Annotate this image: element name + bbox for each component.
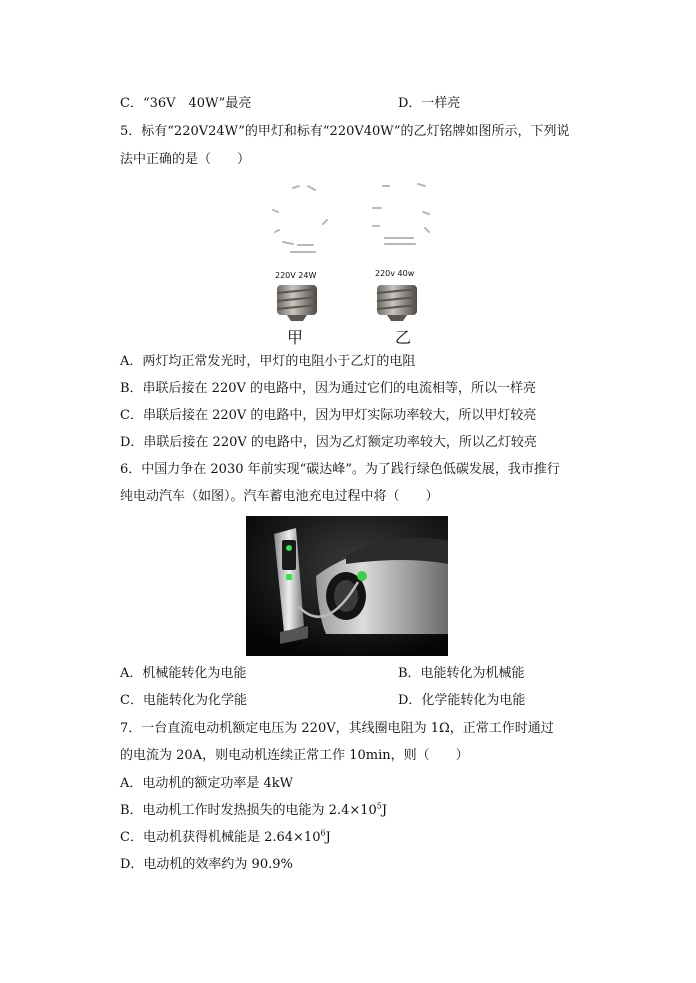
bulb-right-base-icon — [375, 283, 419, 323]
q6-option-d: D．化学能转化为电能 — [398, 693, 526, 708]
bulb-right-label: 220v 40w — [375, 269, 415, 278]
q7-option-a: A．电动机的额定功率是 4kW — [120, 776, 294, 791]
ev-charging-photo — [246, 516, 448, 656]
q7-stem-line1: 7．一台直流电动机额定电压为 220V，其线圈电阻为 1Ω，正常工作时通过 — [120, 721, 554, 736]
q6-option-a: A．机械能转化为电能 — [120, 666, 247, 681]
bulb-right-icon — [363, 180, 443, 280]
q5-option-c: C．串联后接在 220V 的电路中，因为甲灯实际功率较大，所以甲灯较亮 — [120, 408, 537, 423]
bulb-right-name: 乙 — [395, 328, 412, 347]
bulb-left-base-icon — [275, 283, 319, 323]
q7-stem-line2: 的电流为 20A，则电动机连续正常工作 10min，则（ ） — [120, 748, 469, 763]
q6-option-b: B．电能转化为机械能 — [398, 666, 525, 681]
q7-option-b: B．电动机工作时发热损失的电能为 $2.4\times 10^5J$ — [120, 801, 388, 818]
q5-option-b: B．串联后接在 220V 的电路中，因为通过它们的电流相等，所以一样亮 — [120, 381, 537, 396]
q7-option-d: D．电动机的效率约为 90.9% — [120, 857, 293, 872]
q4-option-c: C．“36V 40W”最亮 — [120, 96, 252, 111]
q5-option-d: D．串联后接在 220V 的电路中，因为乙灯额定功率较大，所以乙灯较亮 — [120, 435, 537, 450]
q5-stem-line2: 法中正确的是（ ） — [120, 152, 251, 167]
q6-option-c: C．电能转化为化学能 — [120, 693, 247, 708]
q5-option-a: A．两灯均正常发光时，甲灯的电阻小于乙灯的电阻 — [120, 354, 416, 369]
q5-bulb-figure — [255, 180, 445, 345]
bulb-left-icon — [263, 180, 343, 280]
q4-option-d: D．一样亮 — [398, 96, 461, 111]
q6-stem-line2: 纯电动汽车（如图）。汽车蓄电池充电过程中将（ ） — [120, 489, 439, 504]
q5-stem-line1: 5．标有“220V24W”的甲灯和标有“220V40W”的乙灯铭牌如图所示，下列说 — [120, 124, 570, 139]
q7-option-c: C．电动机获得机械能是 $2.64\times 10^6J$ — [120, 828, 331, 845]
bulb-left-label: 220V 24W — [275, 271, 317, 280]
bulb-left-name: 甲 — [287, 328, 304, 347]
q6-stem-line1: 6．中国力争在 2030 年前实现“碳达峰”。为了践行绿色低碳发展，我市推行 — [120, 462, 560, 477]
